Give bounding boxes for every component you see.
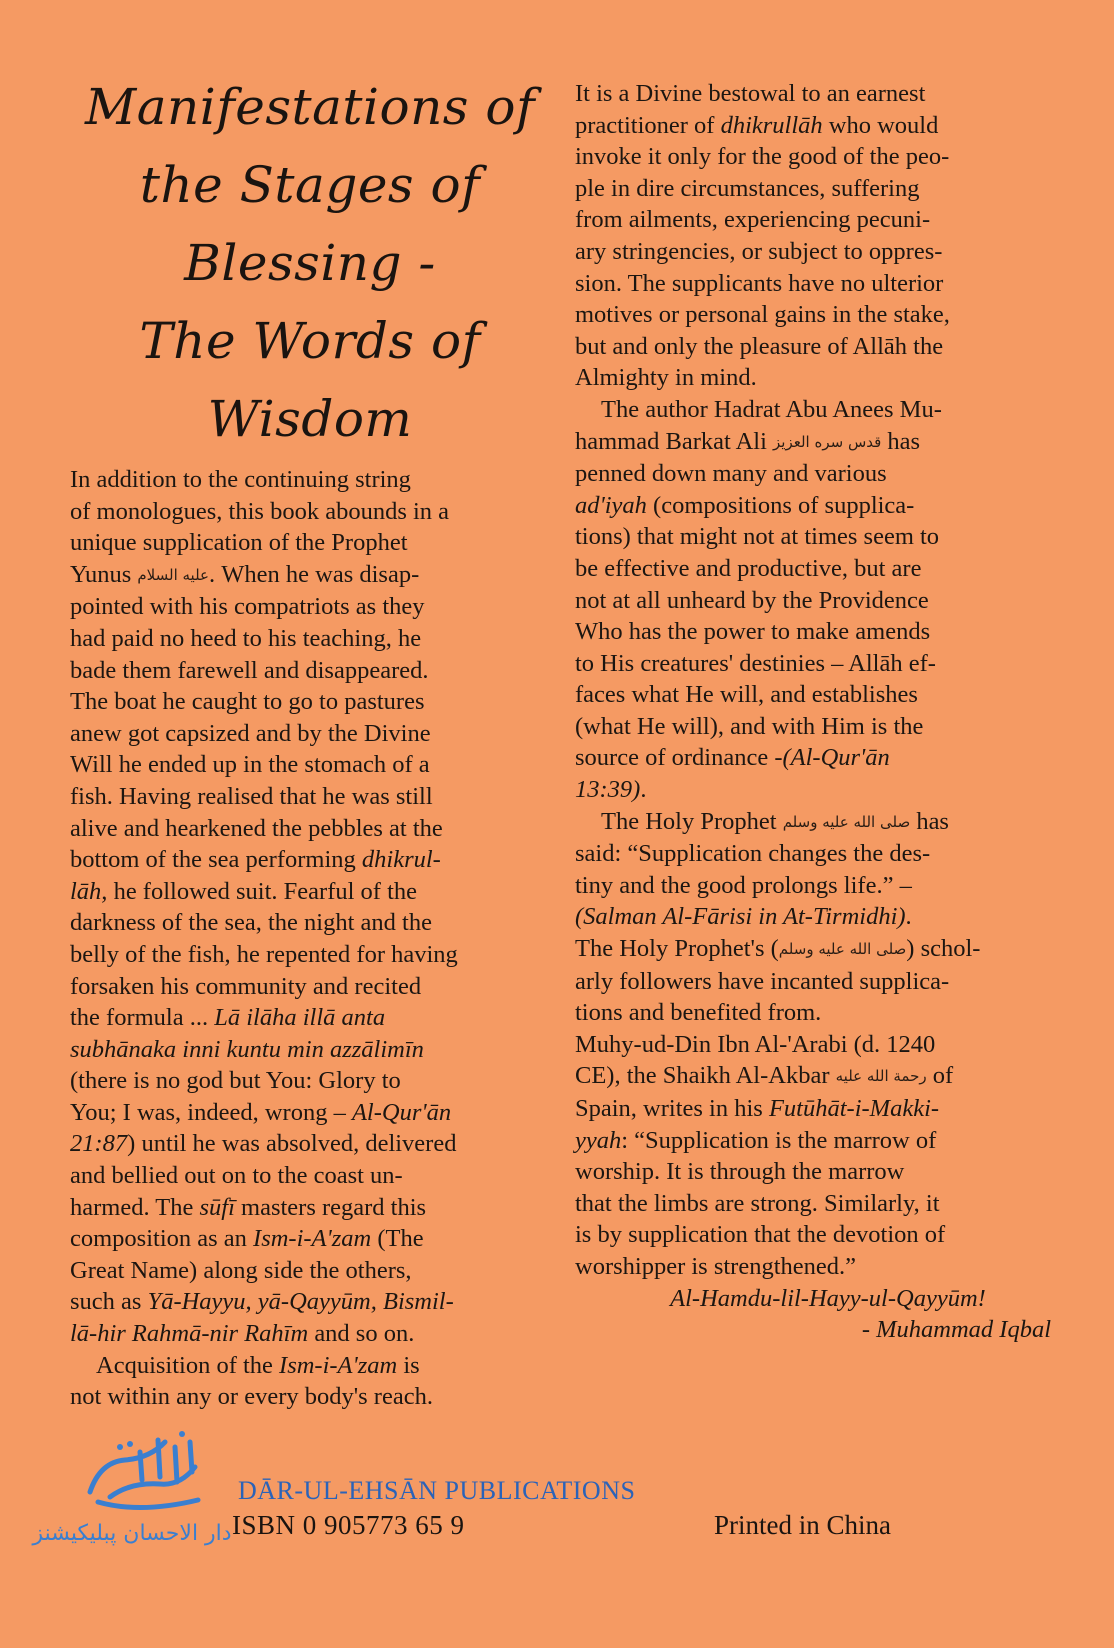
text-line: tions and benefited from. bbox=[575, 999, 822, 1027]
text-line: composition as an Ism-i-A'zam (The bbox=[70, 1225, 424, 1253]
text-line: alive and hearkened the pebbles at the bbox=[70, 814, 443, 842]
author-signature: - Muhammad Iqbal bbox=[861, 1316, 1051, 1344]
arabic-honorific-icon: صلى الله عليه وسلم bbox=[782, 812, 911, 831]
text-line: source of ordinance -(Al-Qur'ān bbox=[575, 744, 890, 772]
text-line: motives or personal gains in the stake, bbox=[575, 301, 950, 329]
text-line: pointed with his compatriots as they bbox=[70, 593, 425, 621]
text-line: ary stringencies, or subject to oppres- bbox=[575, 237, 943, 265]
text-line: subhānaka inni kuntu min azzālimīn bbox=[70, 1035, 424, 1063]
title-line: The Words of bbox=[139, 312, 481, 370]
text-line: not within any or every body's reach. bbox=[70, 1383, 433, 1411]
text-line: (there is no god but You: Glory to bbox=[70, 1067, 401, 1095]
text-line: tions) that might not at times seem to bbox=[575, 523, 940, 551]
text-line: You; I was, indeed, wrong – Al-Qur'ān bbox=[70, 1098, 452, 1126]
text-line: invoke it only for the good of the peo- bbox=[575, 143, 950, 171]
text-line: yyah: “Supplication is the marrow of bbox=[575, 1126, 937, 1154]
text-line: (Salman Al-Fārisi in At-Tirmidhi). bbox=[575, 903, 912, 931]
text-line: fish. Having realised that he was still bbox=[70, 782, 433, 810]
text-line: of monologues, this book abounds in a bbox=[70, 497, 450, 525]
text-line: not at all unheard by the Providence bbox=[575, 586, 929, 614]
arabic-honorific-icon: رحمة الله عليه bbox=[835, 1067, 927, 1086]
title-line: Manifestations of bbox=[85, 78, 535, 136]
text-line: Muhy-ud-Din Ibn Al-'Arabi (d. 1240 bbox=[575, 1030, 936, 1058]
text-line: ple in dire circumstances, suffering bbox=[575, 174, 920, 202]
text-line: darkness of the sea, the night and the bbox=[70, 909, 432, 937]
text-line: harmed. The sūfī masters regard this bbox=[70, 1193, 427, 1221]
text-line: hammad Barkat Ali قدس سره العزيز has bbox=[575, 427, 921, 455]
text-line: said: “Supplication changes the des- bbox=[575, 840, 931, 868]
paragraph bbox=[575, 394, 1051, 806]
text-line: but and only the pleasure of Allāh the bbox=[575, 332, 944, 360]
paragraph bbox=[70, 464, 544, 1350]
text-line: It is a Divine bestowal to an earnest bbox=[575, 80, 926, 107]
text-line: In addition to the continuing string bbox=[70, 466, 411, 493]
text-line: The author Hadrat Abu Anees Mu- bbox=[601, 395, 942, 423]
text-line: Acquisition of the Ism-i-A'zam is bbox=[96, 1351, 420, 1379]
text-line: bade them farewell and disappeared. bbox=[70, 656, 429, 684]
text-line: from ailments, experiencing pecuni- bbox=[575, 206, 931, 234]
text-line: lāh, he followed suit. Fearful of the bbox=[70, 877, 418, 905]
text-line: belly of the fish, he repented for having bbox=[70, 940, 458, 968]
title-line: Wisdom bbox=[207, 390, 413, 448]
text-line: worship. It is through the marrow bbox=[575, 1158, 905, 1186]
book-title bbox=[70, 68, 550, 458]
text-line: 21:87) until he was absolved, delivered bbox=[70, 1130, 457, 1158]
text-line: (what He will), and with Him is the bbox=[575, 712, 924, 740]
text-line: be effective and productive, but are bbox=[575, 554, 922, 582]
text-line: unique supplication of the Prophet bbox=[70, 529, 408, 557]
logo-text: دار الاحسان پبلیکیشنز bbox=[32, 1521, 232, 1546]
text-line: and bellied out on to the coast un- bbox=[70, 1162, 403, 1190]
text-line: Almighty in mind. bbox=[575, 364, 757, 392]
isbn: ISBN 0 905773 65 9 bbox=[232, 1510, 465, 1540]
left-column bbox=[70, 464, 544, 1413]
text-line: ad'iyah (compositions of supplica- bbox=[575, 491, 915, 519]
text-line: anew got capsized and by the Divine bbox=[70, 719, 431, 747]
text-line: the formula ... Lā ilāha illā anta bbox=[70, 1004, 386, 1032]
text-line: tiny and the good prolongs life.” – bbox=[575, 871, 912, 899]
text-line: had paid no heed to his teaching, he bbox=[70, 624, 422, 652]
text-line: such as Yā-Hayyu, yā-Qayyūm, Bismil- bbox=[70, 1288, 454, 1316]
printed-in: Printed in China bbox=[714, 1510, 891, 1540]
text-line: Spain, writes in his Futūhāt-i-Makki- bbox=[575, 1095, 940, 1122]
text-line: Great Name) along side the others, bbox=[70, 1256, 412, 1284]
text-line: worshipper is strengthened.” bbox=[575, 1252, 856, 1280]
text-line: 13:39). bbox=[575, 776, 647, 804]
text-line: to His creatures' destinies – Allāh ef- bbox=[575, 649, 936, 677]
title-line: Blessing - bbox=[184, 234, 436, 292]
text-line: that the limbs are strong. Similarly, it bbox=[575, 1189, 940, 1217]
right-column bbox=[575, 78, 1051, 1346]
publisher-name: DĀR-UL-EHSĀN PUBLICATIONS bbox=[238, 1476, 636, 1505]
arabic-honorific-icon: قدس سره العزيز bbox=[773, 432, 882, 451]
text-line: lā-hir Rahmā-nir Rahīm and so on. bbox=[70, 1320, 415, 1348]
text-line: The boat he caught to go to pastures bbox=[70, 688, 425, 716]
paragraph bbox=[575, 806, 1051, 1283]
paragraph bbox=[575, 78, 1051, 394]
text-line: penned down many and various bbox=[575, 460, 887, 488]
text-line: is by supplication that the devotion of bbox=[575, 1221, 946, 1249]
text-line: forsaken his community and recited bbox=[70, 972, 422, 1000]
text-line: The Holy Prophet صلى الله عليه وسلم has bbox=[601, 807, 949, 835]
text-line: arly followers have incanted supplica- bbox=[575, 967, 950, 995]
text-line: practitioner of dhikrullāh who would bbox=[575, 111, 939, 139]
text-line: sion. The supplicants have no ulterior bbox=[575, 269, 944, 297]
text-line: bottom of the sea performing dhikrul- bbox=[70, 846, 441, 874]
text-line: The Holy Prophet's (صلى الله عليه وسلم) schol- bbox=[575, 935, 981, 963]
text-line: faces what He will, and establishes bbox=[575, 681, 918, 709]
text-line: Who has the power to make amends bbox=[575, 618, 931, 646]
arabic-honorific-icon: عليه السلام bbox=[137, 565, 209, 584]
text-line: Yunus عليه السلام. When he was disap- bbox=[70, 560, 420, 588]
closing-phrase: Al-Hamdu-lil-Hayy-ul-Qayyūm! bbox=[670, 1284, 986, 1312]
title-line: the Stages of bbox=[139, 156, 481, 214]
text-line: Will he ended up in the stomach of a bbox=[70, 751, 430, 779]
arabic-honorific-icon: صلى الله عليه وسلم bbox=[778, 940, 907, 959]
publisher-logo-icon bbox=[32, 1422, 232, 1552]
paragraph bbox=[70, 1350, 544, 1413]
text-line: CE), the Shaikh Al-Akbar رحمة الله عليه of bbox=[575, 1062, 954, 1090]
